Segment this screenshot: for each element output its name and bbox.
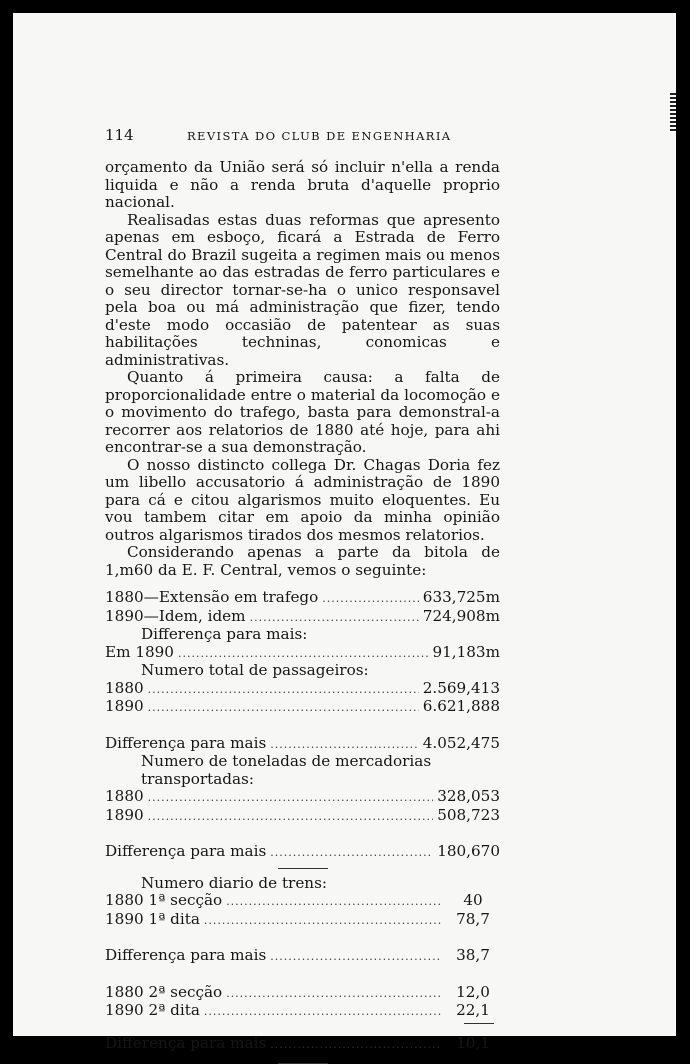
- table-row-total: [105, 843, 500, 862]
- leader-dots: [270, 736, 418, 754]
- sum-rule: [464, 1023, 494, 1024]
- row-label: 1890 1ª dita: [105, 909, 200, 928]
- toneladas-table: [105, 753, 500, 862]
- leader-dots: [148, 808, 434, 826]
- row-value: 6.621,888: [422, 697, 500, 715]
- leader-dots: [204, 912, 442, 930]
- table-row: [105, 984, 500, 1003]
- document-page: [13, 13, 676, 1052]
- row-label: Differença para mais: [105, 1033, 267, 1052]
- table-row: [105, 644, 500, 663]
- row-label: Em 1890: [105, 642, 174, 661]
- table-row: [105, 807, 500, 826]
- row-value: 10,1: [456, 1033, 490, 1052]
- leader-dots: [270, 948, 442, 966]
- leader-dots: [270, 1036, 442, 1054]
- row-value: 22,1: [456, 1001, 490, 1019]
- section-heading: Numero de toneladas de mercadorias transportadas:: [141, 752, 432, 788]
- row-value: 12,0: [456, 982, 490, 1001]
- section-heading: Differença para mais:: [141, 625, 308, 643]
- row-label: 1880 2ª secção: [105, 982, 223, 1001]
- row-value: 38,7: [456, 946, 490, 964]
- row-label: 1880 1ª secção: [105, 891, 223, 909]
- page-header: [105, 127, 500, 147]
- section-divider: [278, 868, 328, 869]
- leader-dots: [148, 699, 419, 717]
- section-heading: Numero diario de trens:: [141, 873, 327, 892]
- row-value: 724,908m: [422, 606, 500, 625]
- table-row: [105, 680, 500, 699]
- table-row: [105, 589, 500, 608]
- table-row: [105, 698, 500, 717]
- row-value: 4.052,475: [422, 733, 500, 752]
- leader-dots: [250, 609, 419, 627]
- row-label: Differença para mais: [105, 946, 267, 964]
- leader-dots: [148, 789, 434, 807]
- row-label: 1890: [105, 805, 144, 824]
- row-label: 1880: [105, 787, 144, 805]
- row-label: Differença para mais: [105, 842, 267, 860]
- table-row: [105, 911, 500, 930]
- table-row-total: [105, 735, 500, 754]
- table-row: [105, 892, 500, 911]
- extensao-table: [105, 589, 500, 662]
- table-row-total: [105, 1035, 500, 1054]
- row-value: 78,7: [456, 909, 490, 928]
- leader-dots: [226, 985, 442, 1003]
- trens-table: [105, 875, 500, 1054]
- leader-dots: [148, 681, 419, 699]
- leader-dots: [204, 1003, 442, 1021]
- page-body: [105, 127, 500, 1064]
- paragraph-4: O nosso distincto collega Dr. Chagas Doria fez um libello accusatorio á administração de 1890 para cá e citou algarismos muito eloquentes. Eu vou tambem citar em apoio da minha opinião outros algarismos tirados dos mesmos relatorios.: [105, 455, 500, 544]
- passageiros-table: [105, 662, 500, 753]
- row-label: 1890: [105, 697, 144, 715]
- row-value: 328,053: [437, 787, 500, 805]
- leader-dots: [322, 590, 418, 608]
- row-label: 1890 2ª dita: [105, 1001, 200, 1019]
- row-value: 2.569,413: [422, 678, 500, 697]
- row-label: 1880—Extensão em trafego: [105, 588, 319, 606]
- row-label: 1880: [105, 678, 144, 697]
- table-row: [105, 1002, 500, 1021]
- row-value: 40: [463, 891, 483, 909]
- running-title: REVISTA DO CLUB DE ENGENHARIA: [187, 129, 452, 143]
- paragraph-5: Considerando apenas a parte da bitola de 1,m60 da E. F. Central, vemos o seguinte:: [105, 543, 500, 579]
- leader-dots: [178, 645, 428, 663]
- row-label: 1890—Idem, idem: [105, 606, 246, 625]
- table-row: [105, 788, 500, 807]
- scan-edge-mark: [670, 93, 676, 133]
- table-row-total: [105, 947, 500, 966]
- row-label: Differença para mais: [105, 733, 267, 752]
- paragraph-1: orçamento da União será só incluir n'ella a renda liquida e não a renda bruta d'aquelle proprio nacional.: [105, 158, 500, 211]
- row-value: 633,725m: [422, 588, 500, 606]
- paragraph-3: Quanto á primeira causa: a falta de proporcionalidade entre o material da locomoção e o movimento do trafego, basta para demonstral-a recorrer aos relatorios de 1880 até hoje, para ahi encontrar-se a sua demonstração.: [105, 368, 500, 456]
- section-heading: Numero total de passageiros:: [141, 661, 369, 679]
- leader-dots: [270, 844, 433, 862]
- row-value: 180,670: [437, 842, 500, 860]
- row-value: 508,723: [437, 805, 500, 824]
- page-number: 114: [105, 126, 134, 144]
- row-value: 91,183m: [432, 642, 500, 661]
- leader-dots: [226, 893, 442, 911]
- paragraph-2: Realisadas estas duas reformas que apresento apenas em esboço, ficará a Estrada de Ferro Central do Brazil sugeita a regimen mais ou menos semelhante ao das estradas de ferro particulares e o seu director tornar-se-ha o unico responsavel pela boa ou má administração que fizer, tendo d'este modo occasião de patentear as suas habilitações techninas, conomicas e administrativas.: [105, 210, 500, 369]
- table-row: [105, 608, 500, 627]
